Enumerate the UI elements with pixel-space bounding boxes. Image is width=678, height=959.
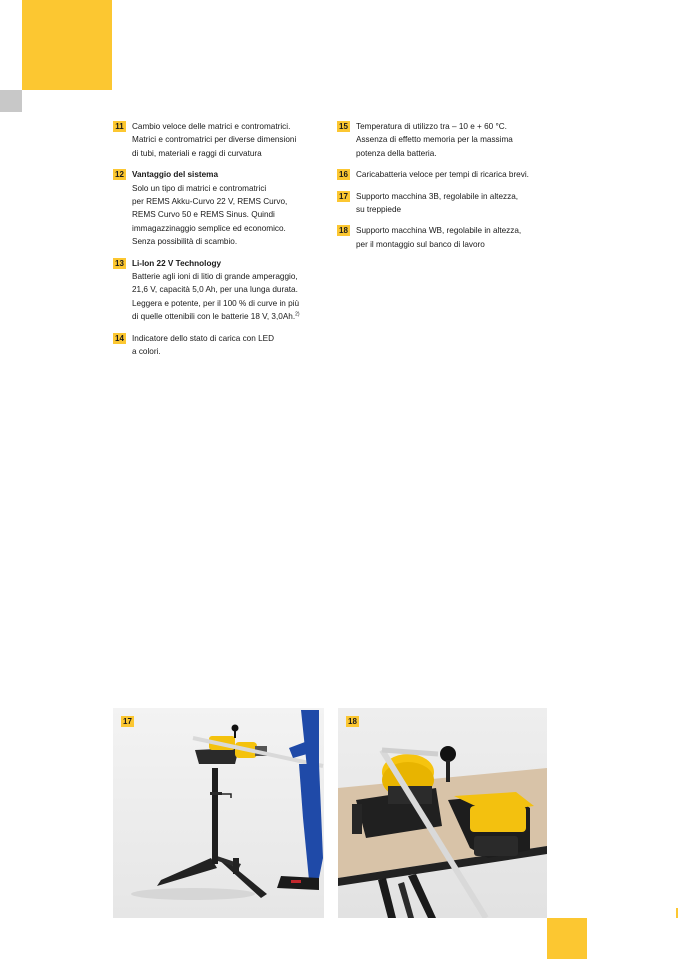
feature-text-line: su treppiede [356, 205, 402, 215]
photo-workbench-stand [338, 708, 547, 918]
feature-item-17 [337, 190, 552, 217]
corner-yellow-block [22, 0, 112, 90]
feature-text: di quelle ottenibili con le batterie 18 V, 3,0Ah. [132, 312, 296, 322]
feature-item-16 [337, 168, 552, 181]
feature-text-line: per REMS Akku-Curvo 22 V, REMS Curvo, [132, 197, 288, 207]
feature-number-badge: 11 [113, 121, 126, 132]
feature-title: Li-Ion 22 V Technology [132, 258, 222, 268]
tripod-stand-illustration [113, 708, 324, 918]
feature-text-line: Temperatura di utilizzo tra – 10 e + 60 °C. [356, 122, 507, 131]
feature-item-14 [113, 332, 328, 359]
feature-text-line: Indicatore dello stato di carica con LED [132, 333, 274, 343]
feature-text-line: per il montaggio sul banco di lavoro [356, 239, 485, 249]
feature-item-12 [113, 168, 328, 248]
feature-text-line: a colori. [132, 347, 161, 357]
bottom-yellow-block [547, 918, 587, 959]
features-right-column [337, 120, 552, 259]
feature-text-line: Leggera e potente, per il 100 % di curve in più [132, 298, 300, 308]
feature-text-line: immagazzinaggio semplice ed economico. [132, 223, 286, 233]
feature-item-15 [337, 120, 552, 160]
feature-text-line: 21,6 V, capacità 5,0 Ah, per una lunga durata. [132, 285, 298, 295]
feature-title: Vantaggio del sistema [132, 170, 218, 180]
photo-number-badge: 17 [121, 716, 134, 727]
feature-text-line: Supporto macchina 3B, regolabile in altezza, [356, 191, 519, 201]
feature-text-line: Batterie agli ioni di litio di grande amperaggio, [132, 272, 298, 282]
features-left-column [113, 120, 328, 367]
feature-item-18 [337, 224, 552, 251]
feature-text-line: di tubi, materiali e raggi di curvatura [132, 148, 262, 158]
corner-gray-block [0, 90, 22, 112]
feature-text-line: Solo un tipo di matrici e contromatrici [132, 183, 267, 193]
feature-number-badge: 16 [337, 169, 350, 180]
footnote-marker: 2) [295, 311, 300, 318]
feature-item-11 [113, 120, 328, 160]
feature-item-13 [113, 257, 328, 324]
feature-text-line: Cambio veloce delle matrici e contromatrici. [132, 122, 291, 131]
feature-number-badge: 17 [337, 191, 350, 202]
feature-number-badge: 14 [113, 333, 126, 344]
feature-text-line: Senza possibilità di scambio. [132, 237, 238, 247]
feature-number-badge: 13 [113, 258, 126, 269]
photo-tripod-stand [113, 708, 324, 918]
feature-text-line: REMS Curvo 50 e REMS Sinus. Quindi [132, 210, 275, 220]
feature-number-badge: 15 [337, 121, 350, 132]
feature-text-line-with-footnote [132, 310, 328, 323]
feature-text-line: potenza della batteria. [356, 148, 437, 158]
feature-number-badge: 18 [337, 225, 350, 236]
feature-number-badge: 12 [113, 169, 126, 180]
feature-text-line: Assenza di effetto memoria per la massima [356, 135, 513, 145]
photo-number-badge: 18 [346, 716, 359, 727]
feature-text-line: Supporto macchina WB, regolabile in altezza, [356, 226, 522, 236]
workbench-stand-illustration [338, 708, 547, 918]
feature-text-line: Matrici e contromatrici per diverse dimensioni [132, 135, 297, 145]
feature-text-line: Caricabatteria veloce per tempi di ricarica brevi. [356, 170, 529, 180]
